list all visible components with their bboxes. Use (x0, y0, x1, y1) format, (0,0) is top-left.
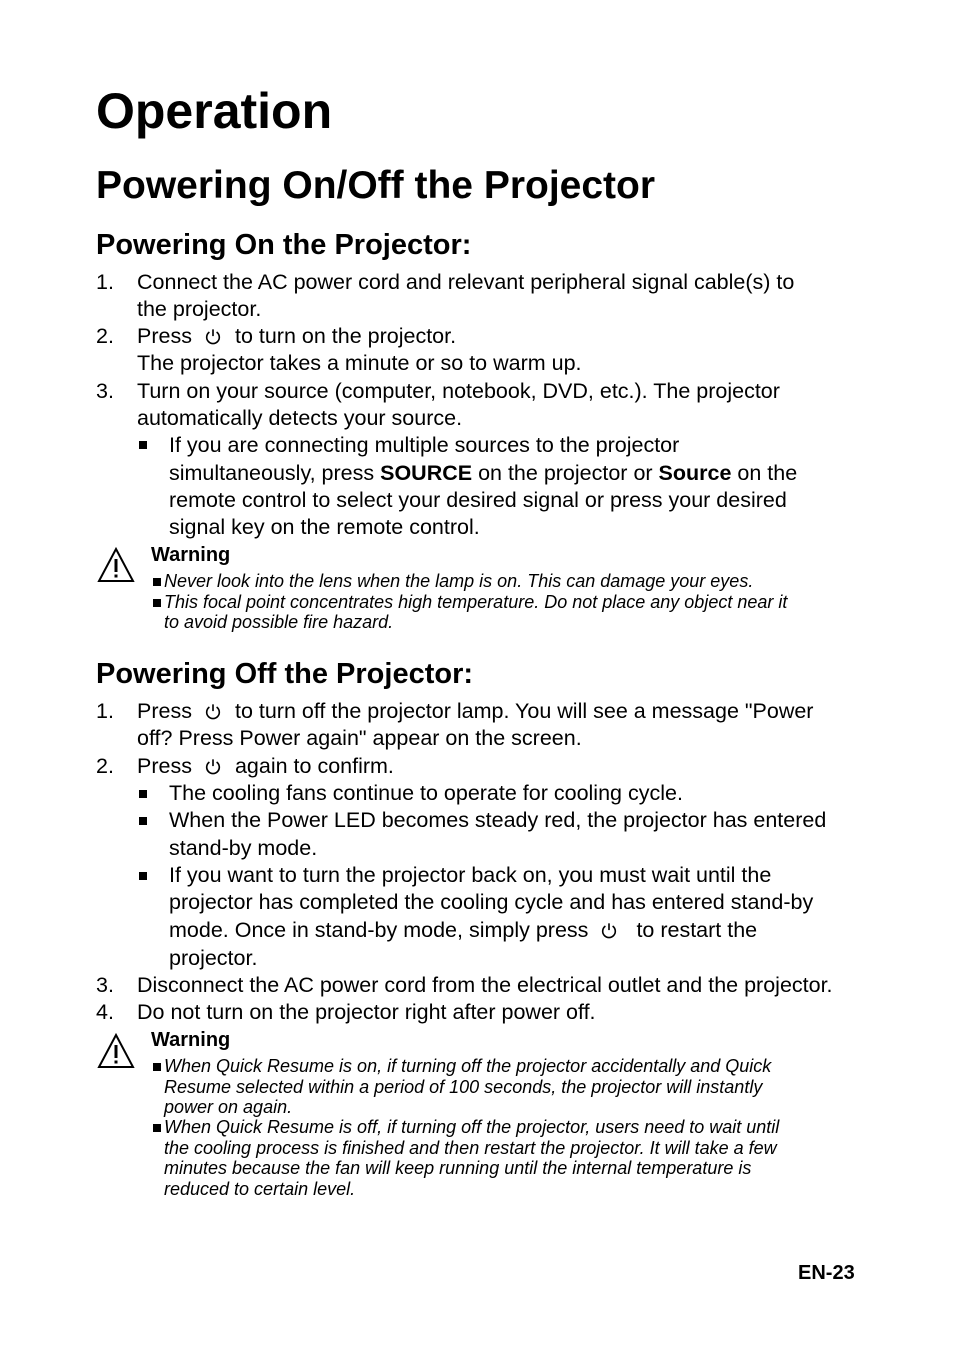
warning-item: When Quick Resume is off, if turning off the projector, users need to wait until (153, 1117, 779, 1138)
square-bullet-icon (139, 441, 147, 449)
warning-item-continued: minutes because the fan will keep running until the internal temperature is (164, 1158, 752, 1178)
step-text: Do not turn on the projector right after power off. (137, 1000, 596, 1024)
bullet-text: projector. (169, 946, 258, 970)
page-title: Operation (96, 83, 333, 139)
step-text: the projector. (137, 297, 262, 321)
bullet-text: stand-by mode. (169, 836, 318, 860)
power-off-heading: Powering Off the Projector: (96, 658, 474, 690)
bullet-text: If you are connecting multiple sources to the projector (169, 433, 680, 457)
warning-item: When Quick Resume is on, if turning off the projector accidentally and Quick (153, 1056, 771, 1077)
bullet-text: remote control to select your desired signal or press your desired (169, 488, 787, 512)
step-number: 3. (96, 379, 114, 403)
square-bullet-icon (153, 1124, 161, 1132)
step-text: Press to turn on the projector. (137, 324, 457, 348)
warning-title: Warning (151, 1029, 231, 1051)
step-text: Press again to confirm. (137, 754, 394, 778)
bullet-text: mode. Once in stand-by mode, simply press to restart the (169, 918, 758, 942)
step-text: The projector takes a minute or so to warm up. (137, 351, 582, 375)
bullet-text: simultaneously, press SOURCE on the projector or Source on the (169, 461, 798, 485)
power-icon (204, 758, 222, 776)
warning-item-continued: reduced to certain level. (164, 1179, 356, 1199)
warning-item-continued: to avoid possible fire hazard. (164, 612, 394, 632)
square-bullet-icon (139, 790, 147, 798)
square-bullet-icon (139, 872, 147, 880)
page-number: EN-23 (798, 1262, 855, 1284)
square-bullet-icon (153, 599, 161, 607)
bullet-text: If you want to turn the projector back on, you must wait until the (169, 863, 772, 887)
step-number: 1. (96, 699, 114, 723)
power-icon (204, 703, 222, 721)
step-text: Turn on your source (computer, notebook, DVD, etc.). The projector (137, 379, 780, 403)
square-bullet-icon (153, 578, 161, 586)
step-text: Disconnect the AC power cord from the electrical outlet and the projector. (137, 973, 833, 997)
power-icon (600, 922, 618, 940)
step-text: Connect the AC power cord and relevant peripheral signal cable(s) to (137, 270, 795, 294)
step-text: Press to turn off the projector lamp. You will see a message "Power (137, 699, 814, 723)
warning-triangle-icon (97, 547, 135, 583)
step-number: 2. (96, 754, 114, 778)
warning-item-continued: the cooling process is finished and then restart the projector. It will take a few (164, 1138, 777, 1158)
warning-item-continued: power on again. (164, 1097, 293, 1117)
warning-item: This focal point concentrates high temperature. Do not place any object near it (153, 592, 787, 613)
bullet-text: When the Power LED becomes steady red, the projector has entered (169, 808, 827, 832)
step-number: 3. (96, 973, 114, 997)
step-text: off? Press Power again" appear on the screen. (137, 726, 582, 750)
step-number: 4. (96, 1000, 114, 1024)
bullet-text: projector has completed the cooling cycle and has entered stand-by (169, 890, 814, 914)
step-text: automatically detects your source. (137, 406, 463, 430)
warning-item-continued: Resume selected within a period of 100 seconds, the projector will instantly (164, 1077, 763, 1097)
bullet-text: The cooling fans continue to operate for cooling cycle. (169, 781, 683, 805)
power-on-heading: Powering On the Projector: (96, 229, 472, 261)
warning-title: Warning (151, 544, 231, 566)
square-bullet-icon (153, 1063, 161, 1071)
warning-triangle-icon (97, 1033, 135, 1069)
step-number: 1. (96, 270, 114, 294)
square-bullet-icon (139, 817, 147, 825)
bullet-text: signal key on the remote control. (169, 515, 480, 539)
section-title: Powering On/Off the Projector (96, 164, 656, 207)
step-number: 2. (96, 324, 114, 348)
power-icon (204, 328, 222, 346)
warning-item: Never look into the lens when the lamp is on. This can damage your eyes. (153, 571, 753, 592)
